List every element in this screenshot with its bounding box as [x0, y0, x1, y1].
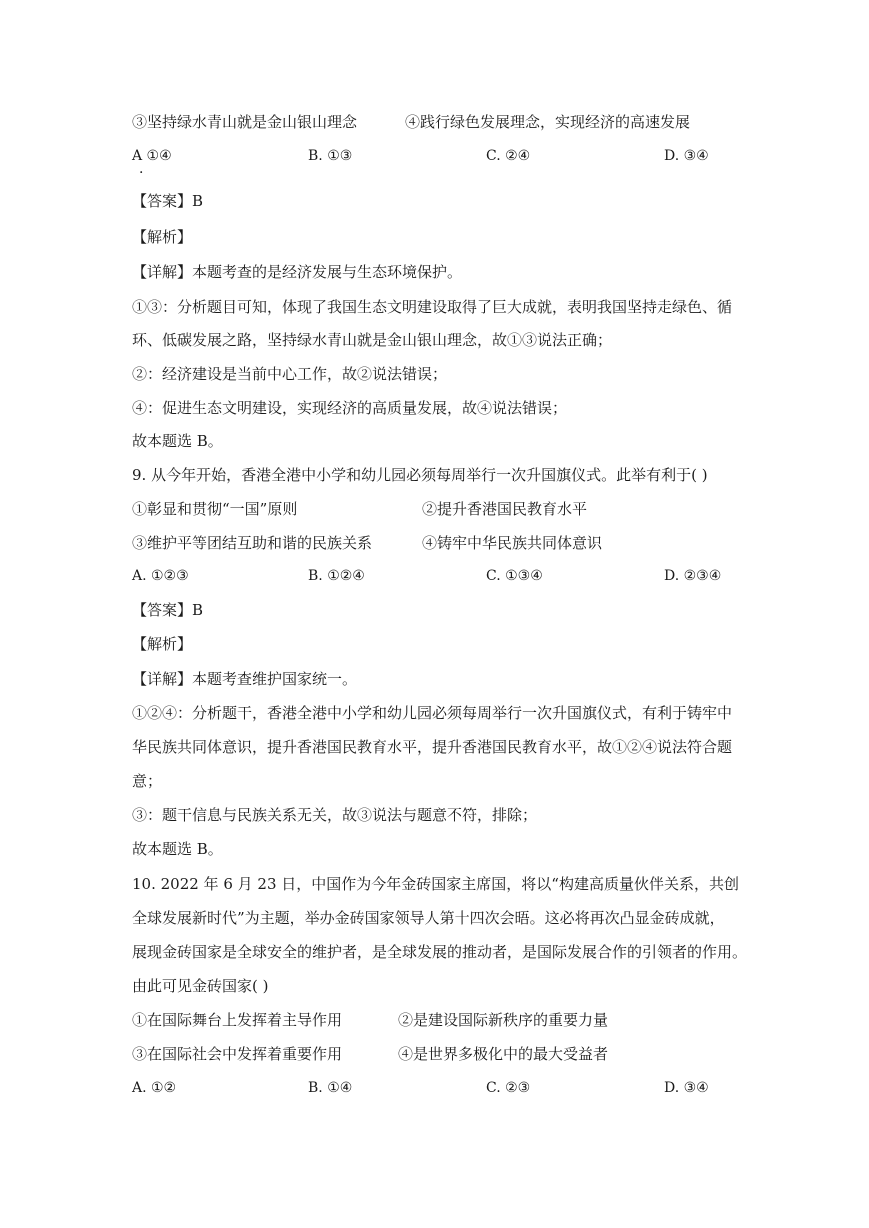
q8-statement-4: ④践行绿色发展理念，实现经济的高速发展: [405, 113, 691, 131]
q8-answer: 【答案】B: [132, 192, 204, 210]
q10-stem-line-3: 展现金砖国家是全球安全的维护者，是全球发展的推动者，是国际发展合作的引领者的作用。: [132, 943, 748, 961]
q9-statement-4: ④铸牢中华民族共同体意识: [422, 534, 603, 552]
q10-statements-row-1: [132, 1010, 732, 1030]
q9-analysis-label: 【解析】: [132, 635, 193, 653]
q9-statement-1: ①彰显和贯彻“一国”原则: [132, 500, 298, 518]
q10-option-c: C. ②③: [486, 1080, 531, 1096]
stray-dot: ·: [139, 165, 144, 181]
q9-detail: 【详解】本题考查维护国家统一。: [132, 670, 358, 688]
q10-option-b: B. ①④: [308, 1080, 353, 1096]
q9-option-b: B. ①②④: [308, 568, 365, 584]
q10-stem-line-4: 由此可见金砖国家( ): [132, 977, 269, 995]
q10-stem-line-1: 10. 2022 年 6 月 23 日，中国作为今年金砖国家主席国，将以“构建高质量伙伴关系，共创: [132, 875, 739, 893]
q9-statements-row-1: [132, 499, 732, 519]
q10-statements-row-2: [132, 1044, 732, 1064]
q8-conclusion: 故本题选 B。: [132, 432, 223, 450]
q10-statement-1: ①在国际舞台上发挥着主导作用: [132, 1011, 343, 1029]
q10-statement-4: ④是世界多极化中的最大受益者: [398, 1045, 609, 1063]
q8-explanation-1b: 环、低碳发展之路，坚持绿水青山就是金山银山理念，故①③说法正确；: [132, 331, 613, 349]
q8-explanation-3: ④：促进生态文明建设，实现经济的高质量发展，故④说法错误；: [132, 399, 568, 417]
q9-conclusion: 故本题选 B。: [132, 840, 223, 858]
q9-explanation-2: ③：题干信息与民族关系无关，故③说法与题意不符，排除；: [132, 806, 538, 824]
q8-detail: 【详解】本题考查的是经济发展与生态环境保护。: [132, 263, 463, 281]
q9-option-d: D. ②③④: [664, 568, 722, 584]
q9-statement-2: ②提升香港国民教育水平: [422, 500, 588, 518]
q9-explanation-1c: 意；: [132, 772, 163, 790]
q10-option-d: D. ③④: [664, 1080, 709, 1096]
q10-statement-2: ②是建设国际新秩序的重要力量: [398, 1011, 609, 1029]
q10-options: [132, 1078, 732, 1098]
q9-statement-3: ③维护平等团结互助和谐的民族关系: [132, 534, 373, 552]
q9-explanation-1b: 华民族共同体意识，提升香港国民教育水平，提升香港国民教育水平，故①②④说法符合题: [132, 738, 733, 756]
q9-explanation-1a: ①②④：分析题干，香港全港中小学和幼儿园必须每周举行一次升国旗仪式，有利于铸牢中: [132, 704, 733, 722]
q10-option-a: A. ①②: [132, 1080, 177, 1096]
q9-option-a: A. ①②③: [132, 568, 189, 584]
q8-explanation-1a: ①③：分析题目可知，体现了我国生态文明建设取得了巨大成就，表明我国坚持走绿色、循: [132, 298, 733, 316]
q8-option-a: A ①④: [132, 148, 172, 164]
q9-statements-row-2: [132, 533, 732, 553]
q8-analysis-label: 【解析】: [132, 228, 193, 246]
q8-option-d: D. ③④: [664, 148, 709, 164]
q9-answer: 【答案】B: [132, 601, 204, 619]
q8-statements-row: [132, 112, 732, 132]
q8-option-b: B. ①③: [308, 148, 353, 164]
q9-stem: 9. 从今年开始，香港全港中小学和幼儿园必须每周举行一次升国旗仪式。此举有利于( ): [132, 466, 708, 484]
q9-option-c: C. ①③④: [486, 568, 543, 584]
q8-explanation-2: ②：经济建设是当前中心工作，故②说法错误；: [132, 365, 448, 383]
q8-option-c: C. ②④: [486, 148, 531, 164]
q10-statement-3: ③在国际社会中发挥着重要作用: [132, 1045, 343, 1063]
q10-stem-line-2: 全球发展新时代”为主题，举办金砖国家领导人第十四次会晤。这必将再次凸显金砖成就，: [132, 909, 725, 927]
q8-statement-3: ③坚持绿水青山就是金山银山理念: [132, 113, 358, 131]
q9-options: [132, 566, 732, 586]
q8-options: [132, 146, 732, 166]
